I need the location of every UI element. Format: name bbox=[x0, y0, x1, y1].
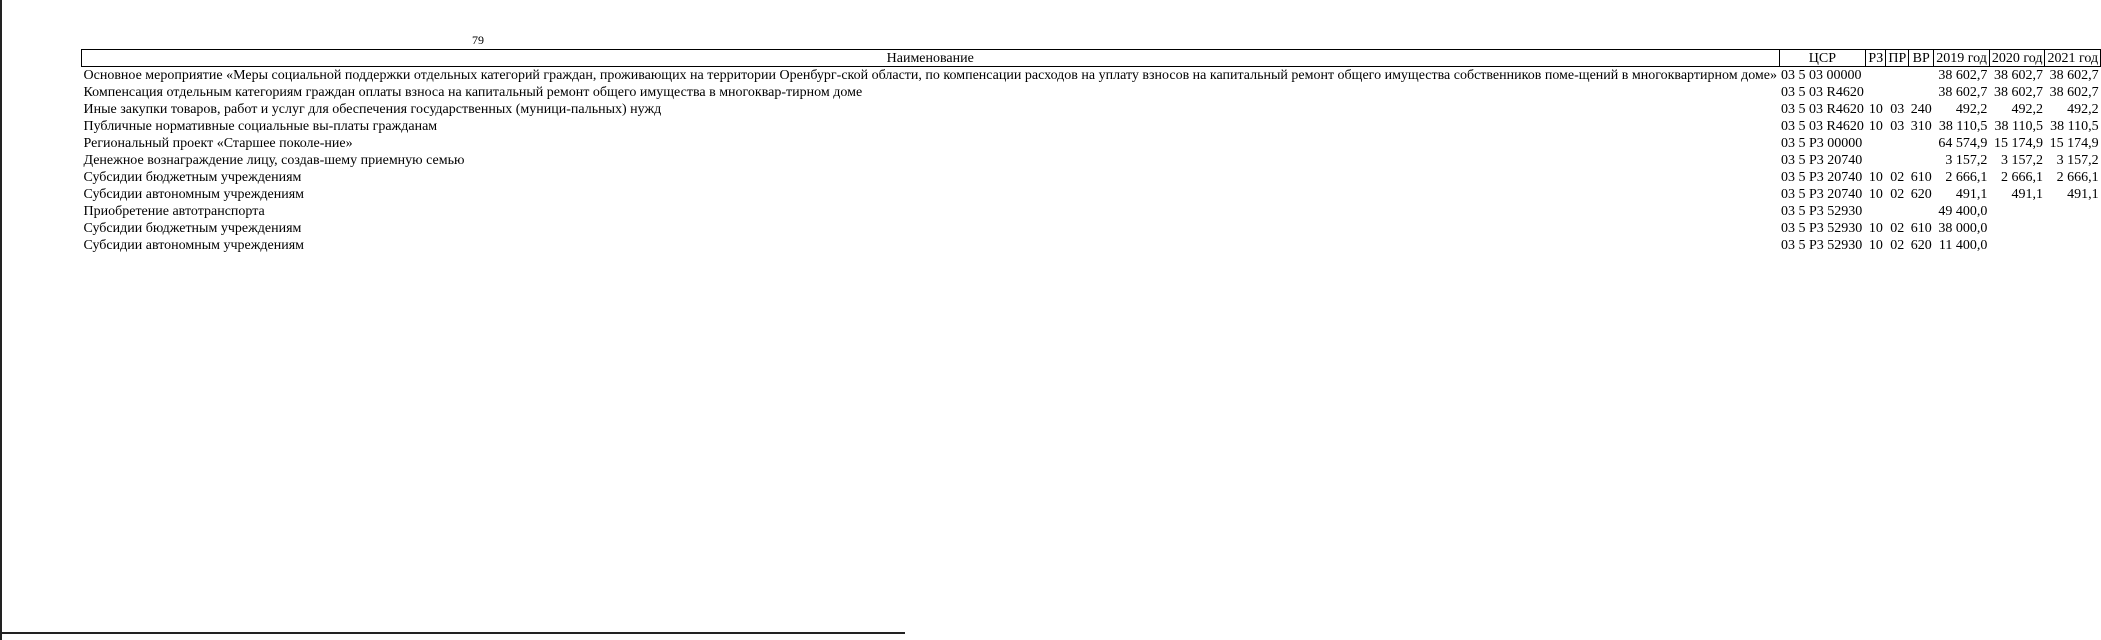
row-2020: 491,1 bbox=[2011, 187, 2043, 202]
row-vr: 610 bbox=[1910, 170, 1932, 185]
row-rz: 10 bbox=[1868, 170, 1883, 185]
row-2020: 2 666,1 bbox=[2000, 170, 2043, 185]
header-2021: 2021 год bbox=[2045, 50, 2101, 67]
page-left-edge-rule bbox=[0, 0, 2, 640]
row-pr: 02 bbox=[1890, 238, 1905, 253]
table-row bbox=[82, 186, 2101, 203]
row-2020 bbox=[1989, 237, 2045, 254]
row-vr bbox=[1909, 203, 1934, 220]
row-pr bbox=[1886, 84, 1909, 101]
row-2021 bbox=[2045, 220, 2101, 237]
row-csr: 03 5 P3 52930 bbox=[1781, 221, 1863, 236]
page-number: 79 bbox=[472, 33, 484, 47]
row-name: Иные закупки товаров, работ и услуг для обеспечения государственных (муници-пальных) нужд bbox=[83, 102, 662, 117]
row-2021: 38 602,7 bbox=[2049, 68, 2099, 83]
row-rz: 10 bbox=[1868, 187, 1883, 202]
row-2019: 38 602,7 bbox=[1938, 68, 1988, 83]
row-2020: 38 602,7 bbox=[1993, 85, 2043, 100]
row-2019: 491,1 bbox=[1955, 187, 1988, 202]
row-2020: 492,2 bbox=[2011, 102, 2043, 117]
row-rz: 10 bbox=[1868, 238, 1883, 253]
row-vr bbox=[1909, 67, 1934, 85]
row-2021: 38 110,5 bbox=[2050, 119, 2099, 134]
row-vr bbox=[1909, 135, 1934, 152]
table-row bbox=[82, 118, 2101, 135]
row-rz bbox=[1866, 203, 1886, 220]
table-row bbox=[82, 101, 2101, 118]
row-csr: 03 5 P3 20740 bbox=[1781, 153, 1863, 168]
row-name: Компенсация отдельным категориям граждан оплаты взноса на капитальный ремонт общего имущества в многоквар-тирном доме bbox=[83, 85, 863, 100]
row-2021: 3 157,2 bbox=[2056, 153, 2099, 168]
page-bottom-edge-rule bbox=[0, 632, 905, 634]
table-row bbox=[82, 135, 2101, 152]
row-2019: 492,2 bbox=[1955, 102, 1988, 117]
row-2021 bbox=[2045, 203, 2101, 220]
row-2020: 15 174,9 bbox=[1993, 136, 2043, 151]
row-pr: 03 bbox=[1890, 119, 1905, 134]
row-csr: 03 5 P3 52930 bbox=[1781, 204, 1863, 219]
row-name: Денежное вознаграждение лицу, создав-шему приемную семью bbox=[83, 153, 465, 168]
row-rz: 10 bbox=[1868, 102, 1883, 117]
budget-table bbox=[81, 49, 2101, 254]
row-vr: 620 bbox=[1910, 187, 1932, 202]
table-header-row bbox=[82, 50, 2101, 67]
row-csr: 03 5 P3 00000 bbox=[1781, 136, 1863, 151]
table-row bbox=[82, 152, 2101, 169]
header-csr: ЦСР bbox=[1779, 50, 1866, 67]
row-name: Субсидии бюджетным учреждениям bbox=[83, 170, 302, 185]
row-name: Основное мероприятие «Меры социальной поддержки отдельных категорий граждан, проживающих на территории Оренбург-ской области, по компенсации расходов на уплату взносов на капитальный ремонт общего имущества собственников поме-щений в многоквартирном доме» bbox=[83, 68, 1777, 83]
row-2021: 38 602,7 bbox=[2049, 85, 2099, 100]
row-2020: 38 110,5 bbox=[1994, 119, 2043, 134]
header-name: Наименование bbox=[82, 50, 1780, 67]
row-name: Приобретение автотранспорта bbox=[83, 204, 265, 219]
row-rz: 10 bbox=[1868, 221, 1883, 236]
row-csr: 03 5 P3 20740 bbox=[1781, 187, 1863, 202]
row-2021: 15 174,9 bbox=[2049, 136, 2099, 151]
row-2019: 49 400,0 bbox=[1938, 204, 1988, 219]
row-name: Региональный проект «Старшее поколе-ние» bbox=[83, 136, 353, 151]
header-2020: 2020 год bbox=[1989, 50, 2045, 67]
row-pr: 03 bbox=[1890, 102, 1905, 117]
row-2019: 2 666,1 bbox=[1945, 170, 1988, 185]
row-rz: 10 bbox=[1868, 119, 1883, 134]
row-2021: 492,2 bbox=[2067, 102, 2099, 117]
row-rz bbox=[1866, 67, 1886, 85]
row-name: Публичные нормативные социальные вы-платы гражданам bbox=[83, 119, 438, 134]
row-pr: 02 bbox=[1890, 170, 1905, 185]
table-row bbox=[82, 220, 2101, 237]
table-row bbox=[82, 67, 2101, 85]
row-csr: 03 5 P3 52930 bbox=[1781, 238, 1863, 253]
row-pr bbox=[1886, 67, 1909, 85]
row-vr bbox=[1909, 152, 1934, 169]
row-rz bbox=[1866, 84, 1886, 101]
row-csr: 03 5 P3 20740 bbox=[1781, 170, 1863, 185]
row-2019: 38 110,5 bbox=[1938, 119, 1988, 134]
row-name: Субсидии бюджетным учреждениям bbox=[83, 221, 302, 236]
row-2019: 3 157,2 bbox=[1945, 153, 1988, 168]
row-csr: 03 5 03 00000 bbox=[1781, 68, 1862, 83]
header-vr: ВР bbox=[1909, 50, 1934, 67]
row-2019: 11 400,0 bbox=[1938, 238, 1988, 253]
row-pr: 02 bbox=[1890, 187, 1905, 202]
table-row bbox=[82, 169, 2101, 186]
row-vr bbox=[1909, 84, 1934, 101]
row-2021 bbox=[2045, 237, 2101, 254]
row-pr: 02 bbox=[1890, 221, 1905, 236]
row-pr bbox=[1886, 135, 1909, 152]
header-rz: РЗ bbox=[1866, 50, 1886, 67]
row-2019: 38 000,0 bbox=[1938, 221, 1988, 236]
table-row bbox=[82, 203, 2101, 220]
row-pr bbox=[1886, 152, 1909, 169]
row-vr: 240 bbox=[1910, 102, 1932, 117]
row-2020: 38 602,7 bbox=[1993, 68, 2043, 83]
table-row bbox=[82, 237, 2101, 254]
row-2019: 38 602,7 bbox=[1938, 85, 1988, 100]
row-name: Субсидии автономным учреждениям bbox=[83, 238, 305, 253]
row-vr: 310 bbox=[1910, 119, 1932, 134]
row-csr: 03 5 03 R4620 bbox=[1781, 119, 1864, 134]
header-pr: ПР bbox=[1886, 50, 1909, 67]
row-2019: 64 574,9 bbox=[1938, 136, 1988, 151]
row-2021: 491,1 bbox=[2067, 187, 2099, 202]
row-2021: 2 666,1 bbox=[2056, 170, 2099, 185]
row-csr: 03 5 03 R4620 bbox=[1781, 102, 1864, 117]
row-rz bbox=[1866, 135, 1886, 152]
header-2019: 2019 год bbox=[1934, 50, 1990, 67]
row-csr: 03 5 03 R4620 bbox=[1781, 85, 1864, 100]
row-2020: 3 157,2 bbox=[2000, 153, 2043, 168]
table-row bbox=[82, 84, 2101, 101]
row-pr bbox=[1886, 203, 1909, 220]
row-vr: 620 bbox=[1910, 238, 1932, 253]
row-rz bbox=[1866, 152, 1886, 169]
row-vr: 610 bbox=[1910, 221, 1932, 236]
row-2020 bbox=[1989, 220, 2045, 237]
row-2020 bbox=[1989, 203, 2045, 220]
row-name: Субсидии автономным учреждениям bbox=[83, 187, 305, 202]
